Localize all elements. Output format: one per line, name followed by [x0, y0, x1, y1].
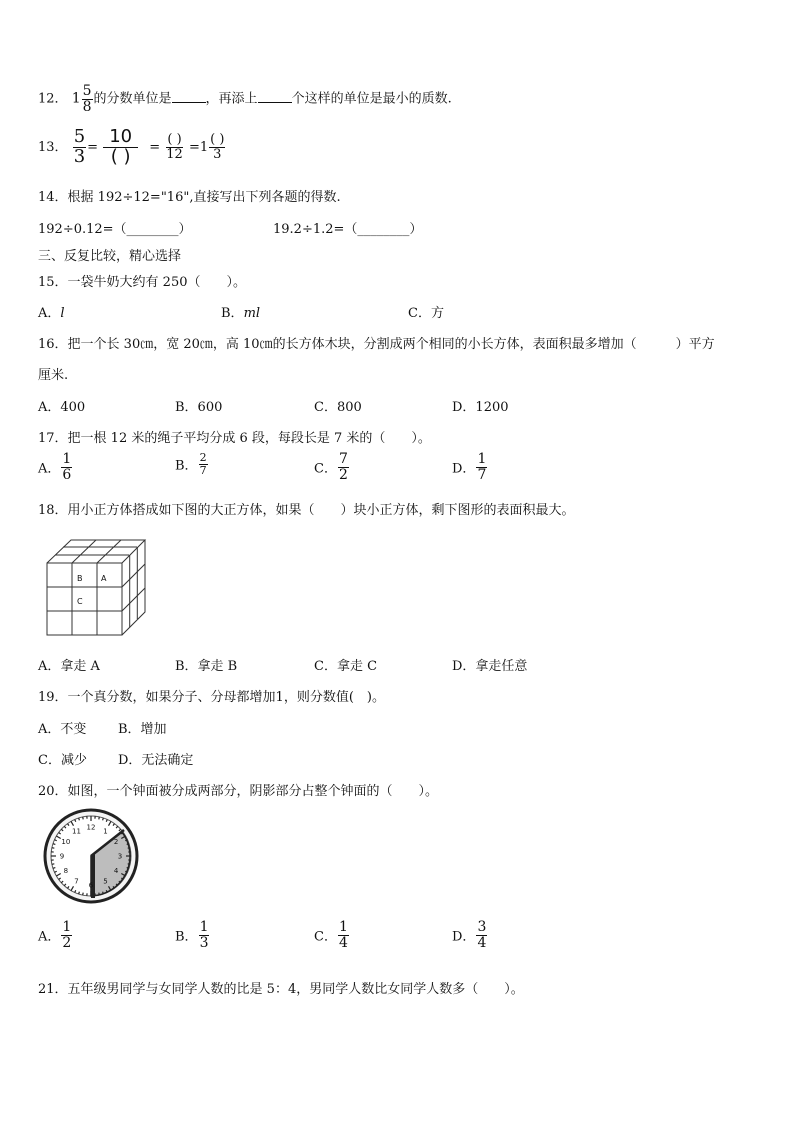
question-15: 15．一袋牛奶大约有 250（ ）。	[38, 275, 246, 290]
question-16: 16．把一个长 30㎝，宽 20㎝，高 10㎝的长方体木块，分割成两个相同的小长方体，表面积最多增加（ ）平方	[38, 337, 715, 352]
cube-label-c: C	[77, 597, 83, 606]
fraction: $\frac{1}{3}$	[199, 919, 209, 951]
fraction: $\frac{( )}{3}$	[210, 132, 225, 162]
clock-tick	[103, 892, 104, 894]
question-number: 18．	[38, 503, 68, 518]
clock-tick	[52, 864, 54, 865]
option-a[interactable]: A．不变	[38, 722, 87, 737]
answer-blank[interactable]	[258, 102, 292, 103]
option-c[interactable]: C．减少	[38, 753, 87, 768]
option-a[interactable]: A．拿走 A	[38, 659, 100, 674]
clock-tick	[79, 892, 80, 894]
fraction: $\frac{5}{3}$	[73, 126, 86, 167]
clock-number: 11	[72, 827, 81, 836]
question-19: 19．一个真分数，如果分子、分母都增加1，则分数值( )。	[38, 690, 385, 705]
question-number: 21．	[38, 982, 68, 997]
question-number: 17．	[38, 431, 68, 446]
cube-figure	[44, 538, 150, 638]
question-17: 17．把一根 12 米的绳子平均分成 6 段，每段长是 7 米的（ ）。	[38, 431, 431, 446]
question-13: 13． $\frac{5}{3}$ = $\frac{10}{( )}$ = $\frac{( )}{12}$ =1 $\frac{( )}{3}$	[38, 126, 225, 167]
question-number: 20．	[38, 784, 68, 799]
clock-number: 10	[61, 838, 71, 846]
clock-number: 6	[88, 881, 94, 890]
option-d[interactable]: D．拿走任意	[452, 659, 528, 674]
option-d[interactable]: D．1200	[452, 400, 509, 415]
clock-tick	[53, 844, 55, 845]
fraction: $\frac{1}{4}$	[338, 919, 348, 951]
question-16-cont: 厘米.	[38, 368, 69, 383]
clock-tick	[83, 893, 84, 895]
fraction: $\frac{10}{( )}$	[103, 128, 138, 167]
clock-figure	[42, 808, 140, 904]
clock-tick	[53, 868, 55, 869]
option-c[interactable]: C． $\frac{7}{2}$	[314, 451, 348, 483]
fraction: $\frac{1}{7}$	[477, 451, 487, 483]
fraction: $\frac{1}{2}$	[62, 919, 72, 951]
clock-number: 1	[103, 827, 108, 836]
question-number: 14．	[38, 190, 68, 205]
clock-number: 4	[113, 867, 119, 875]
question-21: 21．五年级男同学与女同学人数的比是 5：4，男同学人数比女同学人数多（ ）。	[38, 982, 524, 997]
option-c[interactable]: C．拿走 C	[314, 659, 378, 674]
answer-blank[interactable]: ( )	[167, 132, 182, 148]
option-b[interactable]: B．增加	[118, 722, 167, 737]
cube-label-a: A	[101, 574, 107, 583]
option-c[interactable]: C．800	[314, 400, 362, 415]
fraction: $\frac{7}{2}$	[338, 451, 348, 483]
question-number: 12．	[38, 91, 68, 107]
answer-blank[interactable]: ( )	[110, 145, 131, 167]
answer-blank[interactable]	[172, 102, 206, 103]
clock-number: 7	[74, 877, 79, 886]
cube-label-b: B	[77, 574, 83, 583]
option-a[interactable]: A． $\frac{1}{2}$	[38, 919, 72, 951]
question-number: 15．	[38, 275, 68, 290]
clock-number: 8	[63, 867, 69, 875]
option-b[interactable]: B．ml	[221, 306, 261, 321]
clock-tick	[128, 864, 130, 865]
clock-tick	[83, 817, 84, 819]
option-a[interactable]: A．l	[38, 306, 65, 321]
question-12: 12． 1 $\frac{5}{8}$ 的分数单位是 ，再添上 个这样的单位是最小的质数.	[38, 83, 452, 115]
clock-tick	[127, 868, 129, 869]
question-18: 18．用小正方体搭成如下图的大正方体，如果（ ）块小正方体，剩下图形的表面积最大。	[38, 503, 575, 518]
fraction: $\frac{3}{4}$	[477, 919, 487, 951]
clock-tick	[52, 848, 54, 849]
option-d[interactable]: D． $\frac{3}{4}$	[452, 919, 487, 951]
clock-number: 2	[113, 838, 119, 846]
option-b[interactable]: B．拿走 B	[175, 659, 238, 674]
section-title: 三、反复比较，精心选择	[38, 249, 182, 264]
fraction: $\frac{1}{6}$	[62, 451, 72, 483]
fraction: $\frac{( )}{12}$	[166, 132, 183, 162]
option-a[interactable]: A．400	[38, 400, 86, 415]
clock-tick	[99, 893, 100, 895]
fraction: $\frac{5}{8}$	[82, 83, 92, 115]
question-number: 16．	[38, 337, 68, 352]
answer-blank[interactable]: ( )	[210, 132, 225, 148]
option-d[interactable]: D．无法确定	[118, 753, 194, 768]
clock-tick	[128, 848, 130, 849]
option-b[interactable]: B．600	[175, 400, 223, 415]
clock-tick	[79, 818, 80, 820]
question-number: 19．	[38, 690, 68, 705]
question-14: 14．根据 192÷12="16",直接写出下列各题的得数.	[38, 190, 341, 205]
clock-tick	[99, 817, 100, 819]
mixed-number-whole: 1	[71, 90, 81, 107]
clock-tick	[127, 844, 129, 845]
fraction: $\frac{2}{7}$	[199, 451, 207, 477]
option-d[interactable]: D． $\frac{1}{7}$	[452, 451, 487, 483]
clock-tick	[103, 818, 104, 820]
option-b[interactable]: B． $\frac{1}{3}$	[175, 919, 209, 951]
option-a[interactable]: A． $\frac{1}{6}$	[38, 451, 72, 483]
question-number: 13．	[38, 139, 68, 155]
option-b[interactable]: B． $\frac{2}{7}$	[175, 451, 207, 477]
question-20: 20．如图，一个钟面被分成两部分，阴影部分占整个钟面的（ ）。	[38, 784, 439, 799]
option-c[interactable]: C．方	[408, 306, 444, 321]
clock-number: 12	[86, 823, 96, 832]
clock-number: 3	[117, 852, 123, 861]
question-14a: 192÷0.12=（________）	[38, 222, 192, 237]
option-c[interactable]: C． $\frac{1}{4}$	[314, 919, 348, 951]
clock-number: 5	[103, 877, 108, 886]
clock-number: 9	[59, 852, 65, 861]
question-14b: 19.2÷1.2=（________）	[273, 222, 423, 237]
